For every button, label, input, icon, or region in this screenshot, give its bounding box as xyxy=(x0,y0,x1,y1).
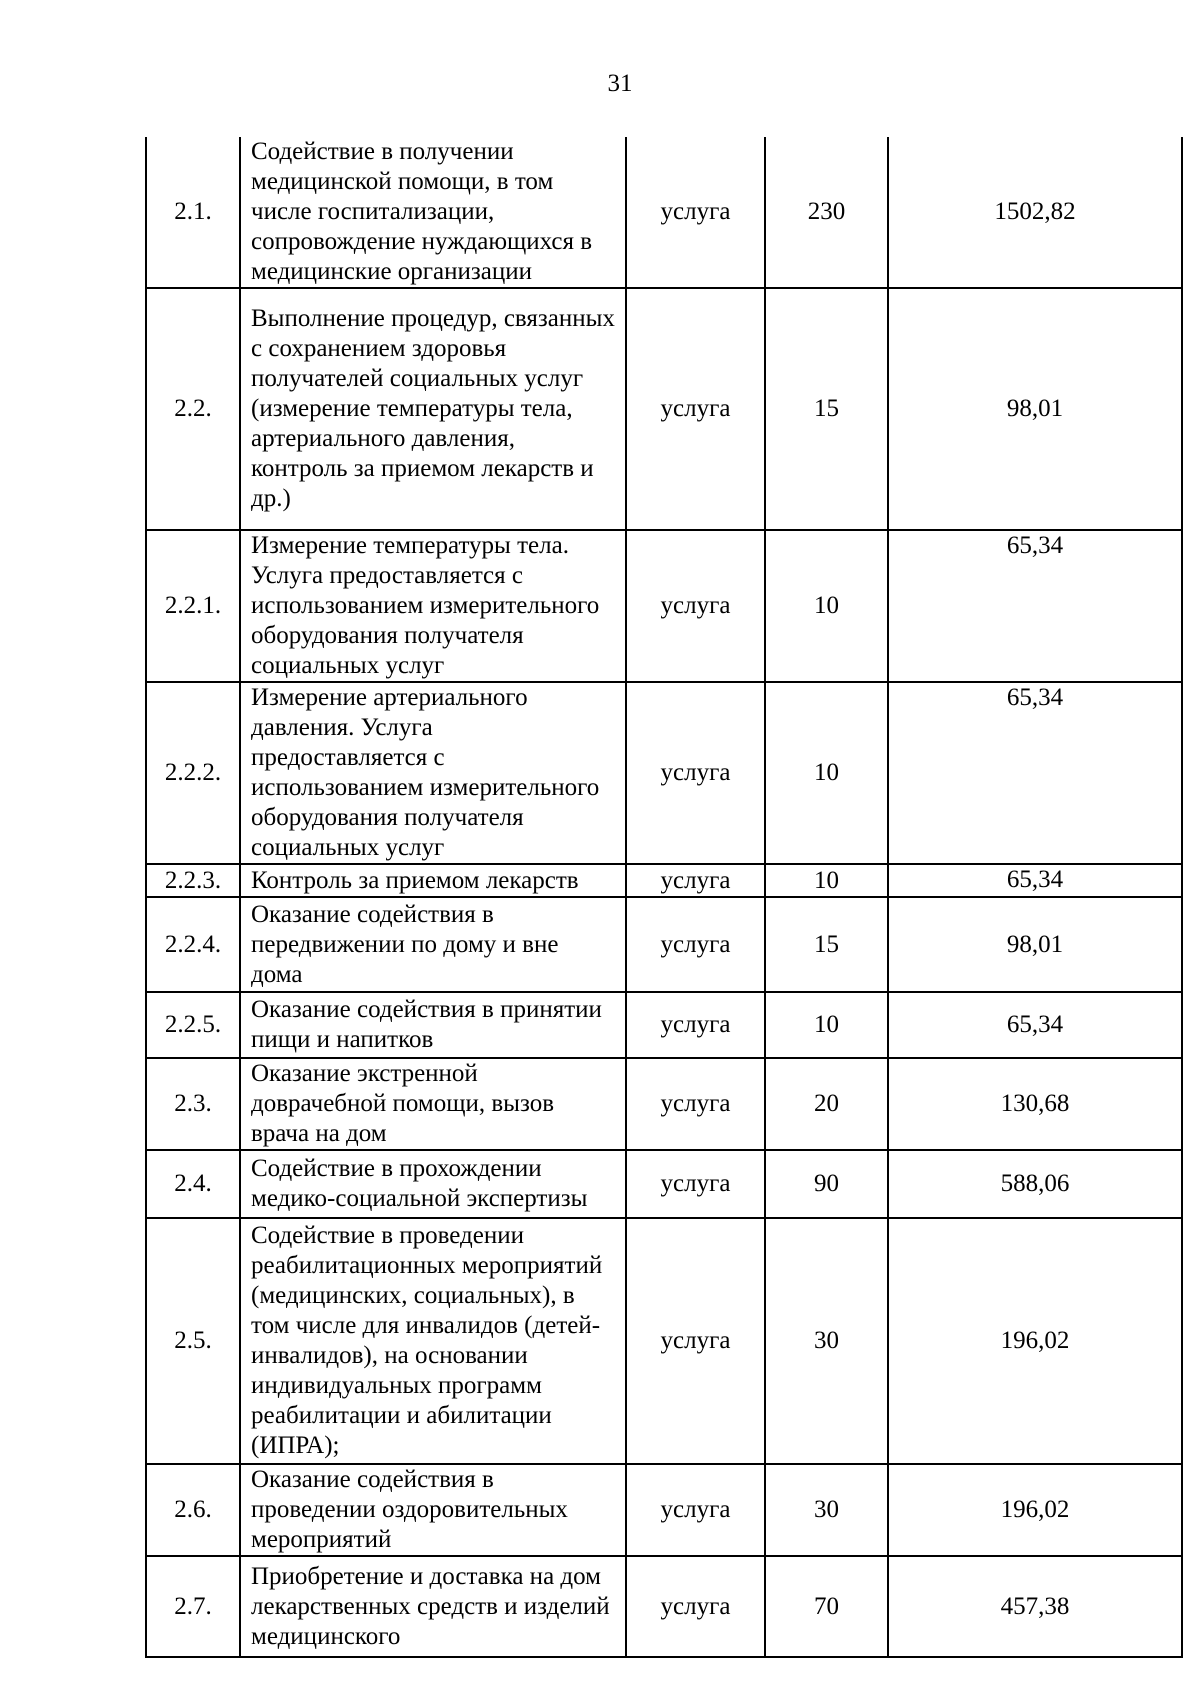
time-cell: 15 xyxy=(765,288,888,530)
unit-cell: услуга xyxy=(626,682,765,864)
unit-cell: услуга xyxy=(626,288,765,530)
service-name: Оказание содействия в принятии пищи и напитков xyxy=(240,992,626,1058)
service-name: Выполнение процедур, связанных с сохранением здоровья получателей социальных услуг (измерение температуры тела, артериального давления, контроль за приемом лекарств и др.) xyxy=(240,288,626,530)
price-cell: 130,68 xyxy=(888,1058,1182,1150)
row-number: 2.3. xyxy=(146,1058,240,1150)
service-name: Содействие в получении медицинской помощи, в том числе госпитализации, сопровождение нуждающихся в медицинские организации xyxy=(240,137,626,288)
time-cell: 30 xyxy=(765,1218,888,1464)
unit-cell: услуга xyxy=(626,864,765,897)
price-cell: 65,34 xyxy=(888,992,1182,1058)
time-cell: 70 xyxy=(765,1556,888,1657)
time-cell: 15 xyxy=(765,897,888,992)
table-row xyxy=(146,1556,1182,1657)
price-cell: 196,02 xyxy=(888,1218,1182,1464)
table-row xyxy=(146,682,1182,864)
price-cell: 65,34 xyxy=(888,682,1182,864)
price-cell: 98,01 xyxy=(888,897,1182,992)
unit-cell: услуга xyxy=(626,530,765,682)
services-table xyxy=(145,137,1183,1658)
row-number: 2.2.5. xyxy=(146,992,240,1058)
row-number: 2.6. xyxy=(146,1464,240,1556)
table-row xyxy=(146,1464,1182,1556)
time-cell: 10 xyxy=(765,864,888,897)
unit-cell: услуга xyxy=(626,1150,765,1218)
row-number: 2.2.4. xyxy=(146,897,240,992)
time-cell: 10 xyxy=(765,992,888,1058)
unit-cell: услуга xyxy=(626,1464,765,1556)
service-name: Контроль за приемом лекарств xyxy=(240,864,626,897)
row-number: 2.4. xyxy=(146,1150,240,1218)
table-row xyxy=(146,992,1182,1058)
row-number: 2.7. xyxy=(146,1556,240,1657)
price-cell: 1502,82 xyxy=(888,137,1182,288)
unit-cell: услуга xyxy=(626,1556,765,1657)
unit-cell: услуга xyxy=(626,897,765,992)
price-cell: 98,01 xyxy=(888,288,1182,530)
row-number: 2.2.1. xyxy=(146,530,240,682)
unit-cell: услуга xyxy=(626,137,765,288)
service-name: Оказание содействия в проведении оздоровительных мероприятий xyxy=(240,1464,626,1556)
table-row xyxy=(146,1218,1182,1464)
unit-cell: услуга xyxy=(626,1058,765,1150)
unit-cell: услуга xyxy=(626,1218,765,1464)
service-name: Содействие в прохождении медико-социальной экспертизы xyxy=(240,1150,626,1218)
service-name: Приобретение и доставка на дом лекарственных средств и изделий медицинского xyxy=(240,1556,626,1657)
row-number: 2.5. xyxy=(146,1218,240,1464)
price-cell: 588,06 xyxy=(888,1150,1182,1218)
row-number: 2.2. xyxy=(146,288,240,530)
price-cell: 65,34 xyxy=(888,530,1182,682)
time-cell: 90 xyxy=(765,1150,888,1218)
service-name: Оказание экстренной доврачебной помощи, вызов врача на дом xyxy=(240,1058,626,1150)
page-number: 31 xyxy=(607,70,633,97)
table-row xyxy=(146,530,1182,682)
price-cell: 65,34 xyxy=(888,864,1182,897)
table-row xyxy=(146,897,1182,992)
time-cell: 10 xyxy=(765,530,888,682)
service-name: Содействие в проведении реабилитационных мероприятий (медицинских, социальных), в том числе для инвалидов (детей-инвалидов), на основании индивидуальных программ реабилитации и абилитации (ИПРА); xyxy=(240,1218,626,1464)
table-row xyxy=(146,1150,1182,1218)
row-number: 2.1. xyxy=(146,137,240,288)
table-row xyxy=(146,1058,1182,1150)
table-row xyxy=(146,137,1182,288)
table-row xyxy=(146,864,1182,897)
time-cell: 230 xyxy=(765,137,888,288)
price-cell: 457,38 xyxy=(888,1556,1182,1657)
service-name: Измерение артериального давления. Услуга предоставляется с использованием измерительного оборудования получателя социальных услуг xyxy=(240,682,626,864)
price-cell: 196,02 xyxy=(888,1464,1182,1556)
time-cell: 30 xyxy=(765,1464,888,1556)
unit-cell: услуга xyxy=(626,992,765,1058)
service-name: Измерение температуры тела. Услуга предоставляется с использованием измерительного оборудования получателя социальных услуг xyxy=(240,530,626,682)
row-number: 2.2.3. xyxy=(146,864,240,897)
table-row xyxy=(146,288,1182,530)
time-cell: 10 xyxy=(765,682,888,864)
time-cell: 20 xyxy=(765,1058,888,1150)
row-number: 2.2.2. xyxy=(146,682,240,864)
service-name: Оказание содействия в передвижении по дому и вне дома xyxy=(240,897,626,992)
